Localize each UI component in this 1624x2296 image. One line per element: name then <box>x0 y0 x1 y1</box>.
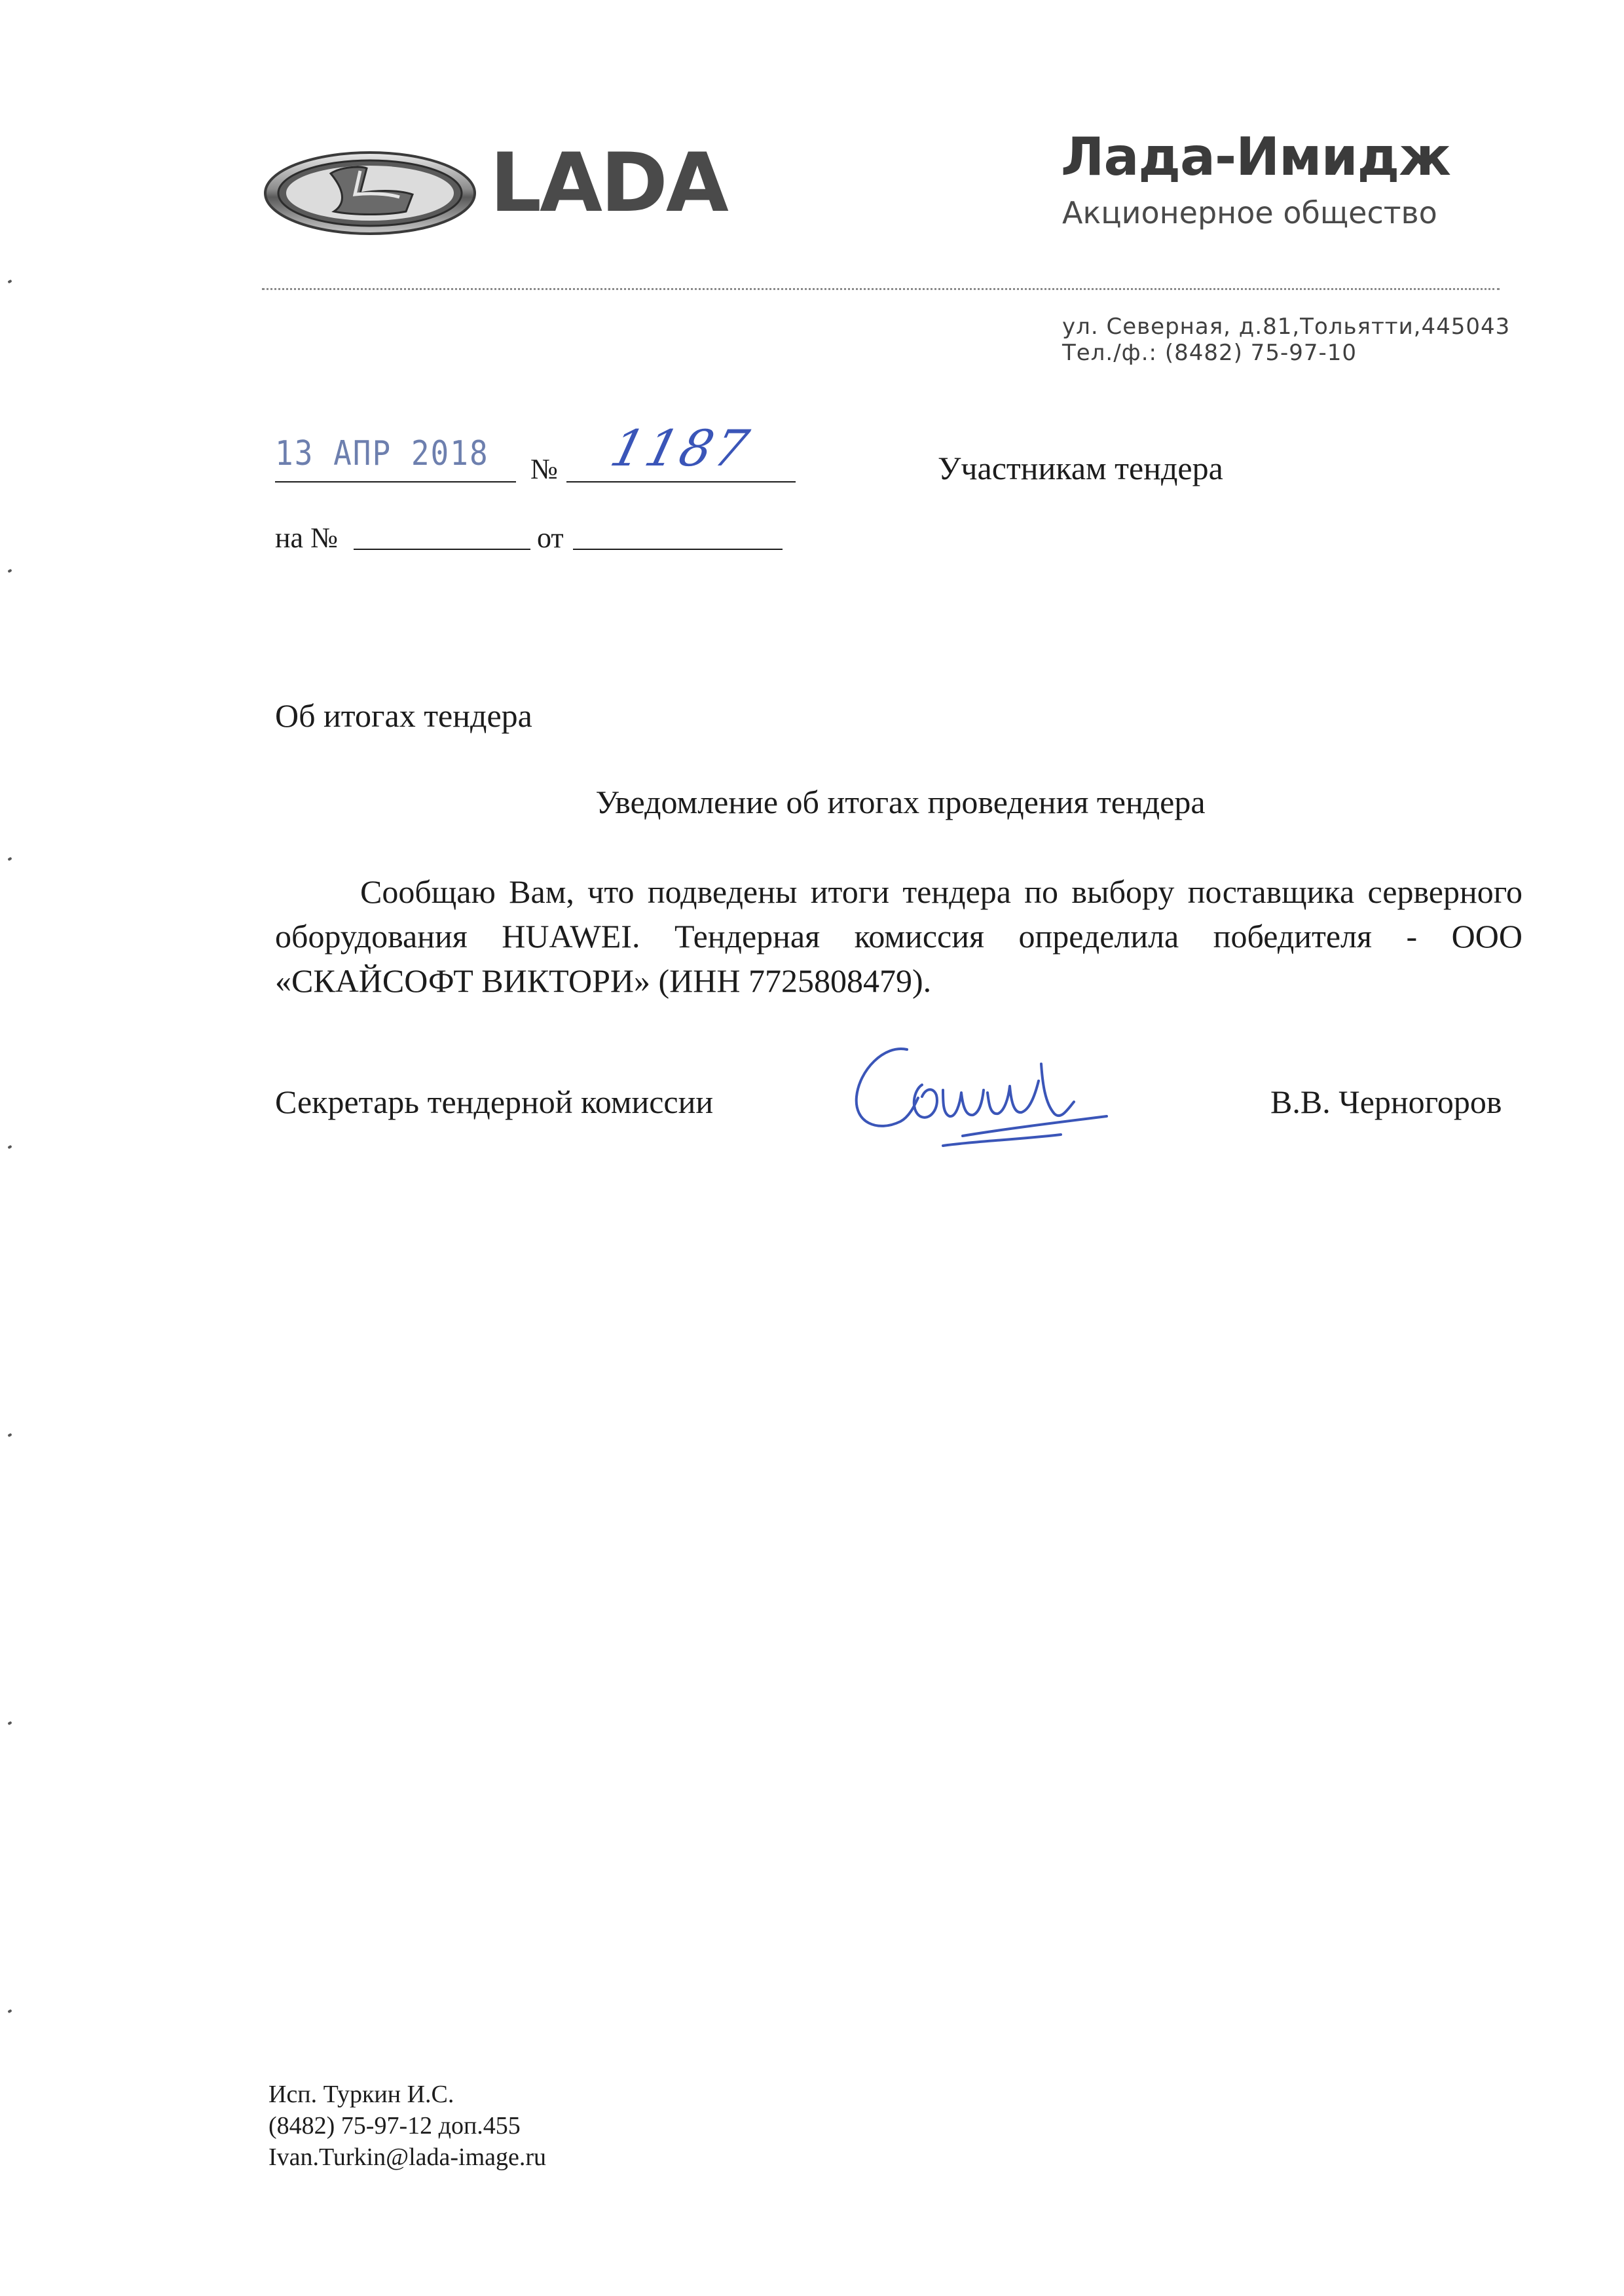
scan-mark <box>7 1145 12 1149</box>
notice-title: Уведомление об итогах проведения тендера <box>595 784 1206 820</box>
executor-name: Исп. Туркин И.С. <box>268 2081 454 2108</box>
scan-mark <box>7 280 12 283</box>
reply-date-underline <box>573 549 783 550</box>
date-stamp: 13 АПР 2018 <box>275 433 489 473</box>
reply-to-number-label: на № <box>275 522 339 554</box>
lada-boat-logo-icon <box>262 147 478 239</box>
scan-mark <box>7 569 12 573</box>
scan-mark <box>7 1433 12 1437</box>
recipient: Участникам тендера <box>938 450 1223 486</box>
company-phone: Тел./ф.: (8482) 75-97-10 <box>1062 340 1357 366</box>
executor-phone: (8482) 75-97-12 доп.455 <box>268 2112 521 2140</box>
company-name: Лада-Имидж <box>1061 126 1450 187</box>
number-underline <box>566 481 796 483</box>
handwritten-document-number: 1187 <box>604 419 757 477</box>
notice-body: Сообщаю Вам, что подведены итоги тендера по выбору поставщика серверного оборудования HUAWEI. Тендерная комиссия определила победителя - ООО «СКАЙСОФТ ВИКТОРИ» (ИНН 7725808479). <box>275 873 1522 999</box>
lada-wordmark: LADA <box>490 136 727 230</box>
company-address: ул. Северная, д.81,Тольятти,445043 <box>1062 314 1511 340</box>
scan-mark <box>7 2009 12 2013</box>
scan-mark <box>7 857 12 861</box>
reply-number-underline <box>354 549 530 550</box>
company-type: Акционерное общество <box>1062 195 1437 230</box>
date-underline <box>275 481 516 483</box>
letterhead-divider <box>262 288 1500 290</box>
handwritten-signature-icon <box>845 1025 1159 1175</box>
signer-name: В.В. Черногоров <box>1270 1084 1502 1120</box>
scan-mark <box>7 1721 12 1725</box>
reply-from-label: от <box>537 522 564 554</box>
executor-email: Ivan.Turkin@lada-image.ru <box>268 2143 547 2171</box>
subject-line: Об итогах тендера <box>275 697 532 734</box>
signer-title: Секретарь тендерной комиссии <box>275 1084 714 1120</box>
number-sign-label: № <box>530 453 558 485</box>
